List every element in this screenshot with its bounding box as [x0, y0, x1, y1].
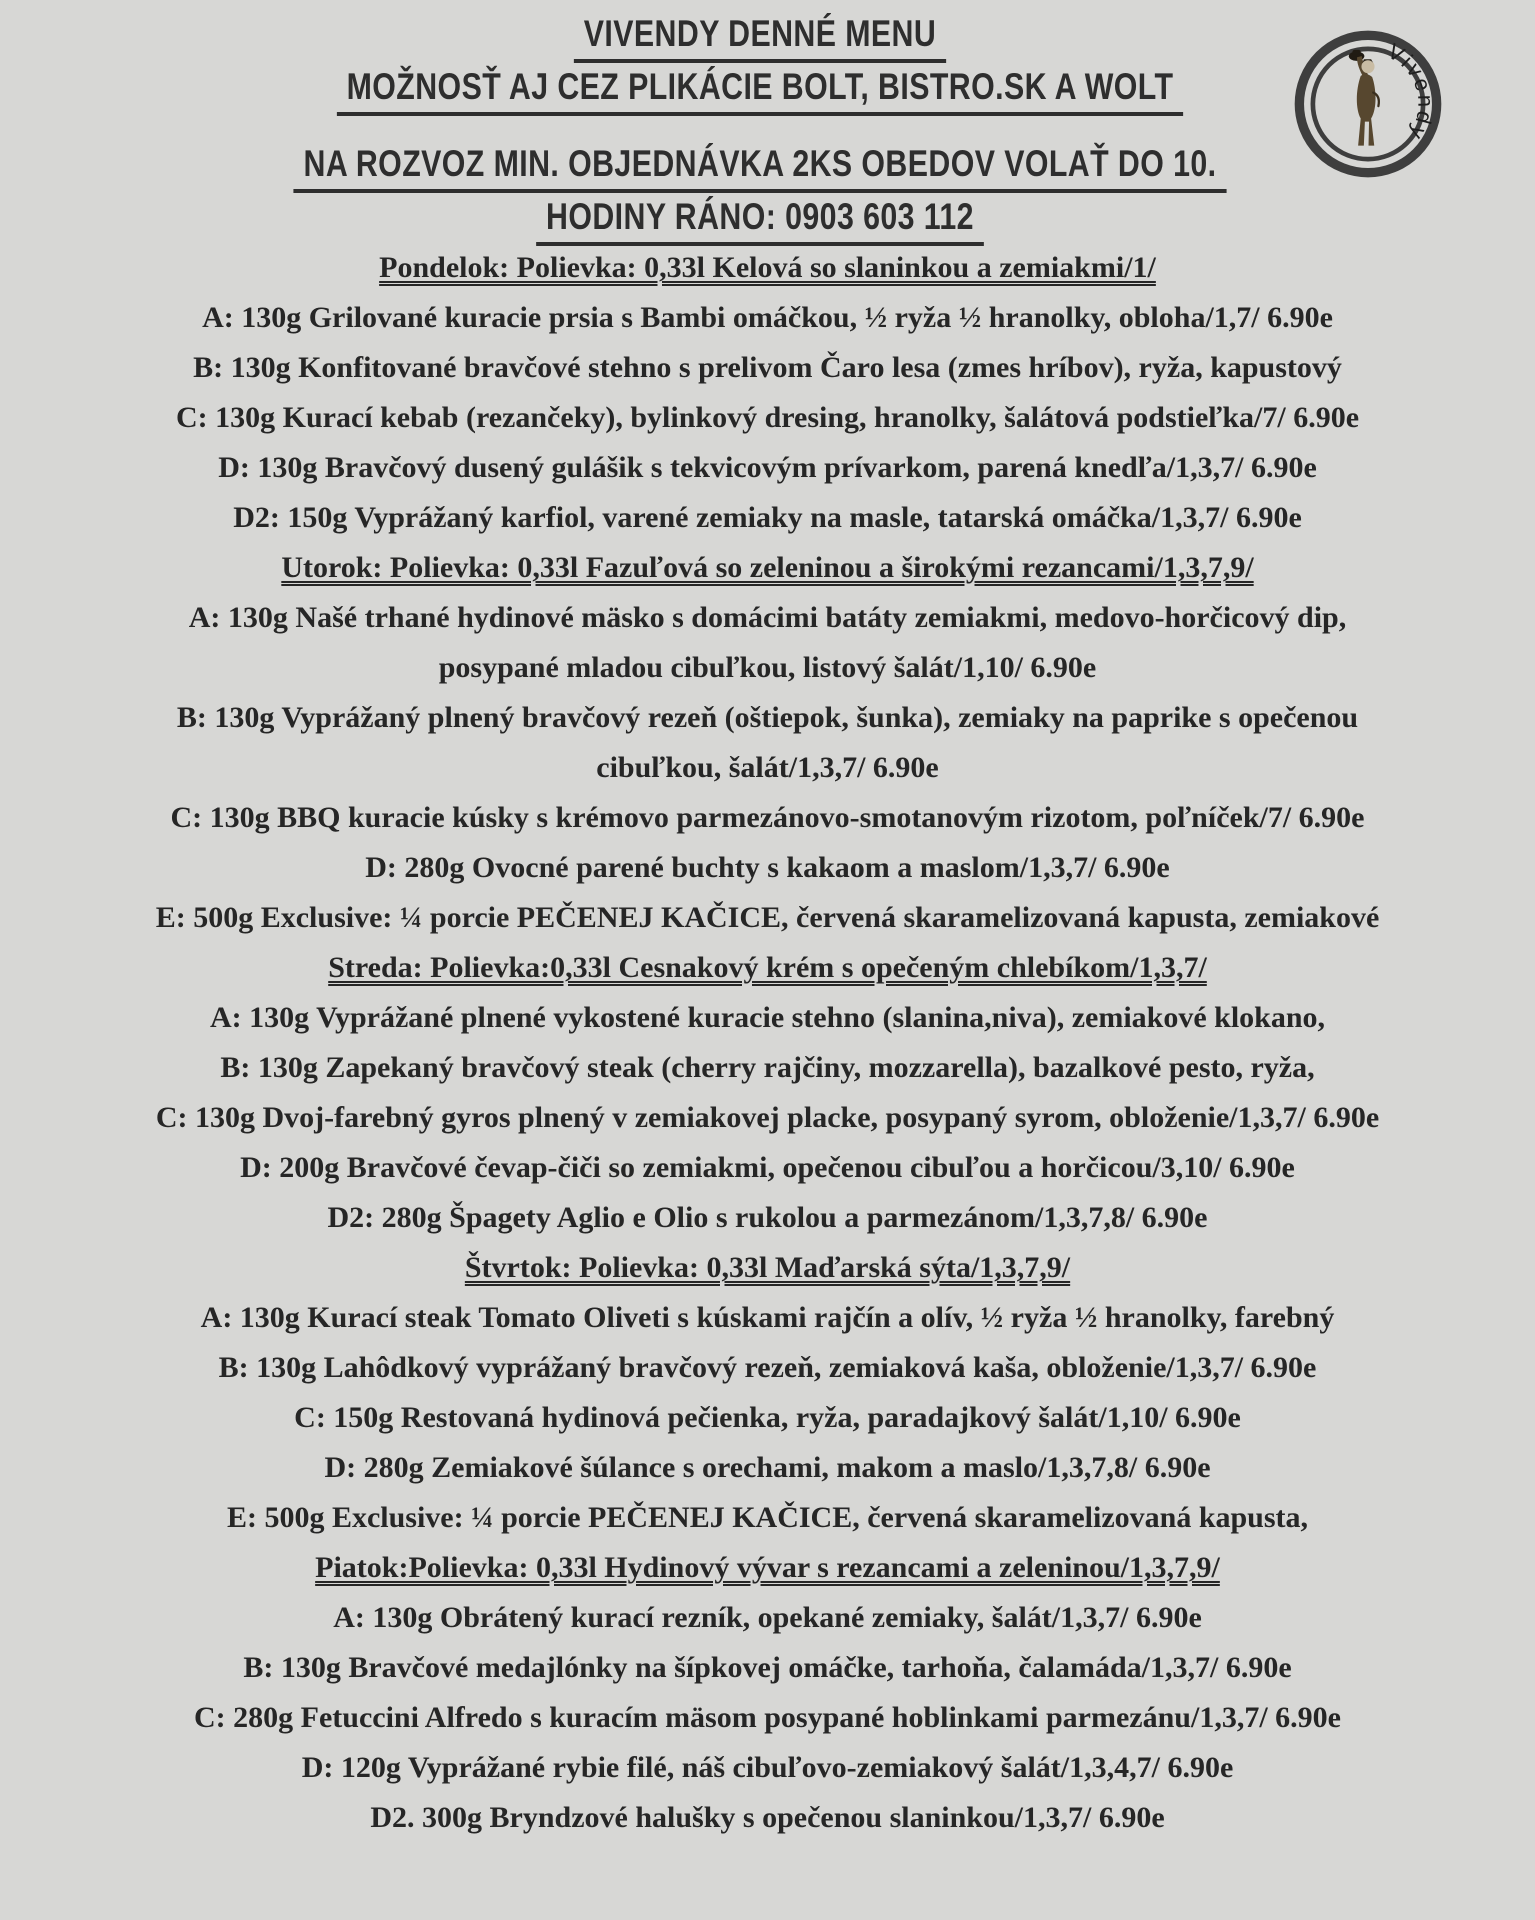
menu-item-line: D2. 300g Bryndzové halušky s opečenou slaninkou/1,3,7/ 6.90e: [370, 1801, 1165, 1834]
menu-item-line: D: 200g Bravčové čevap-čiči so zemiakmi, opečenou cibuľou a horčicou/3,10/ 6.90e: [240, 1151, 1295, 1184]
menu-item-line: C: 130g BBQ kuracie kúsky s krémovo parmezánovo-smotanovým rizotom, poľníček/7/ 6.90e: [170, 801, 1365, 834]
menu-item-line: B: 130g Vyprážaný plnený bravčový rezeň (oštiepok, šunka), zemiaky na paprike s opečenou: [176, 701, 1359, 734]
menu-item-line: A: 130g Kurací steak Tomato Oliveti s kúskami rajčín a olív, ½ ryža ½ hranolky, farebný: [200, 1301, 1335, 1334]
page-title: VIVENDY DENNÉ MENU: [574, 10, 946, 63]
menu-item-line: C: 150g Restovaná hydinová pečienka, ryža, paradajkový šalát/1,10/ 6.90e: [294, 1401, 1241, 1434]
menu-item-line: D: 120g Vyprážané rybie filé, náš cibuľovo-zemiakový šalát/1,3,4,7/ 6.90e: [301, 1751, 1234, 1784]
day-heading-streda: Streda: Polievka:0,33l Cesnakový krém s opečeným chlebíkom/1,3,7/: [328, 951, 1207, 984]
day-heading-utorok: Utorok: Polievka: 0,33l Fazuľová so zeleninou a širokými rezancami/1,3,7,9/: [281, 551, 1254, 584]
vivendy-logo-figure: [1349, 50, 1379, 146]
menu-item-line: D2: 150g Vyprážaný karfiol, varené zemiaky na masle, tatarská omáčka/1,3,7/ 6.90e: [233, 501, 1302, 534]
day-heading-piatok: Piatok:Polievka: 0,33l Hydinový vývar s rezancami a zeleninou/1,3,7,9/: [315, 1551, 1220, 1584]
title-group: [137, 10, 1383, 116]
menu-item-line: C: 130g Kurací kebab (rezančeky), bylinkový dresing, hranolky, šalátová podstieľka/7/ 6.90e: [175, 401, 1360, 434]
menu-item-line: posypané mladou cibuľkou, listový šalát/1,10/ 6.90e: [438, 651, 1097, 684]
menu-item-line: A: 130g Obrátený kurací rezník, opekané zemiaky, šalát/1,3,7/ 6.90e: [333, 1601, 1202, 1634]
vivendy-logo-text: Vivendy: [1383, 38, 1439, 146]
menu-item-line: B: 130g Konfitované bravčové stehno s prelivom Čaro lesa (zmes hríbov), ryža, kapustový: [193, 351, 1342, 384]
menu-item-line: A: 130g Grilované kuracie prsia s Bambi omáčkou, ½ ryža ½ hranolky, obloha/1,7/ 6.90e: [202, 301, 1333, 334]
menu-item-line: D: 280g Ovocné parené buchty s kakaom a maslom/1,3,7/ 6.90e: [365, 851, 1170, 884]
menu-item-line: B: 130g Lahôdkový vyprážaný bravčový rezeň, zemiaková kaša, obloženie/1,3,7/ 6.90e: [218, 1351, 1317, 1384]
menu-item-line: D2: 280g Špagety Aglio e Olio s rukolou a parmezánom/1,3,7,8/ 6.90e: [327, 1201, 1208, 1234]
menu-item-line: B: 130g Bravčové medajlónky na šípkovej omáčke, tarhoňa, čalamáda/1,3,7/ 6.90e: [243, 1651, 1292, 1684]
menu-item-line: E: 500g Exclusive: ¼ porcie PEČENEJ KAČICE, červená skaramelizovaná kapusta, zemiakové: [155, 901, 1380, 934]
menu-item-line: cibuľkou, šalát/1,3,7/ 6.90e: [596, 751, 939, 784]
delivery-info-line-2: HODINY RÁNO: 0903 603 112: [536, 193, 984, 246]
poster-header: [137, 10, 1383, 246]
vivendy-logo: [1290, 26, 1446, 182]
delivery-info-group: [137, 140, 1383, 246]
menu-item-line: C: 280g Fetuccini Alfredo s kuracím mäsom posypané hoblinkami parmezánu/1,3,7/ 6.90e: [194, 1701, 1341, 1734]
day-heading-pondelok: Pondelok: Polievka: 0,33l Kelová so slaninkou a zemiakmi/1/: [379, 251, 1156, 284]
apps-subtitle: MOŽNOSŤ AJ CEZ PLIKÁCIE BOLT, BISTRO.SK A WOLT: [337, 63, 1183, 116]
menu-item-line: B: 130g Zapekaný bravčový steak (cherry rajčiny, mozzarella), bazalkové pesto, ryža,: [220, 1051, 1315, 1084]
menu-item-line: D: 130g Bravčový dusený gulášik s tekvicovým prívarkom, parená knedľa/1,3,7/ 6.90e: [218, 451, 1317, 484]
menu-item-line: A: 130g Našé trhané hydinové mäsko s domácimi batáty zemiakmi, medovo-horčicový dip,: [188, 601, 1347, 634]
menu-item-line: E: 500g Exclusive: ¼ porcie PEČENEJ KAČICE, červená skaramelizovaná kapusta,: [226, 1501, 1309, 1534]
menu-item-line: A: 130g Vyprážané plnené vykostené kuracie stehno (slanina,niva), zemiakové klokano,: [209, 1001, 1326, 1034]
day-heading-stvrtok: Štvrtok: Polievka: 0,33l Maďarská sýta/1,3,7,9/: [464, 1251, 1071, 1284]
menu-item-line: D: 280g Zemiakové šúlance s orechami, makom a maslo/1,3,7,8/ 6.90e: [324, 1451, 1211, 1484]
menu-item-line: C: 130g Dvoj-farebný gyros plnený v zemiakovej placke, posypaný syrom, obloženie/1,3,7/ 6.90e: [155, 1101, 1380, 1134]
delivery-info-line-1: NA ROZVOZ MIN. OBJEDNÁVKA 2KS OBEDOV VOLAŤ DO 10.: [294, 140, 1227, 193]
menu-body: [0, 243, 1535, 1843]
